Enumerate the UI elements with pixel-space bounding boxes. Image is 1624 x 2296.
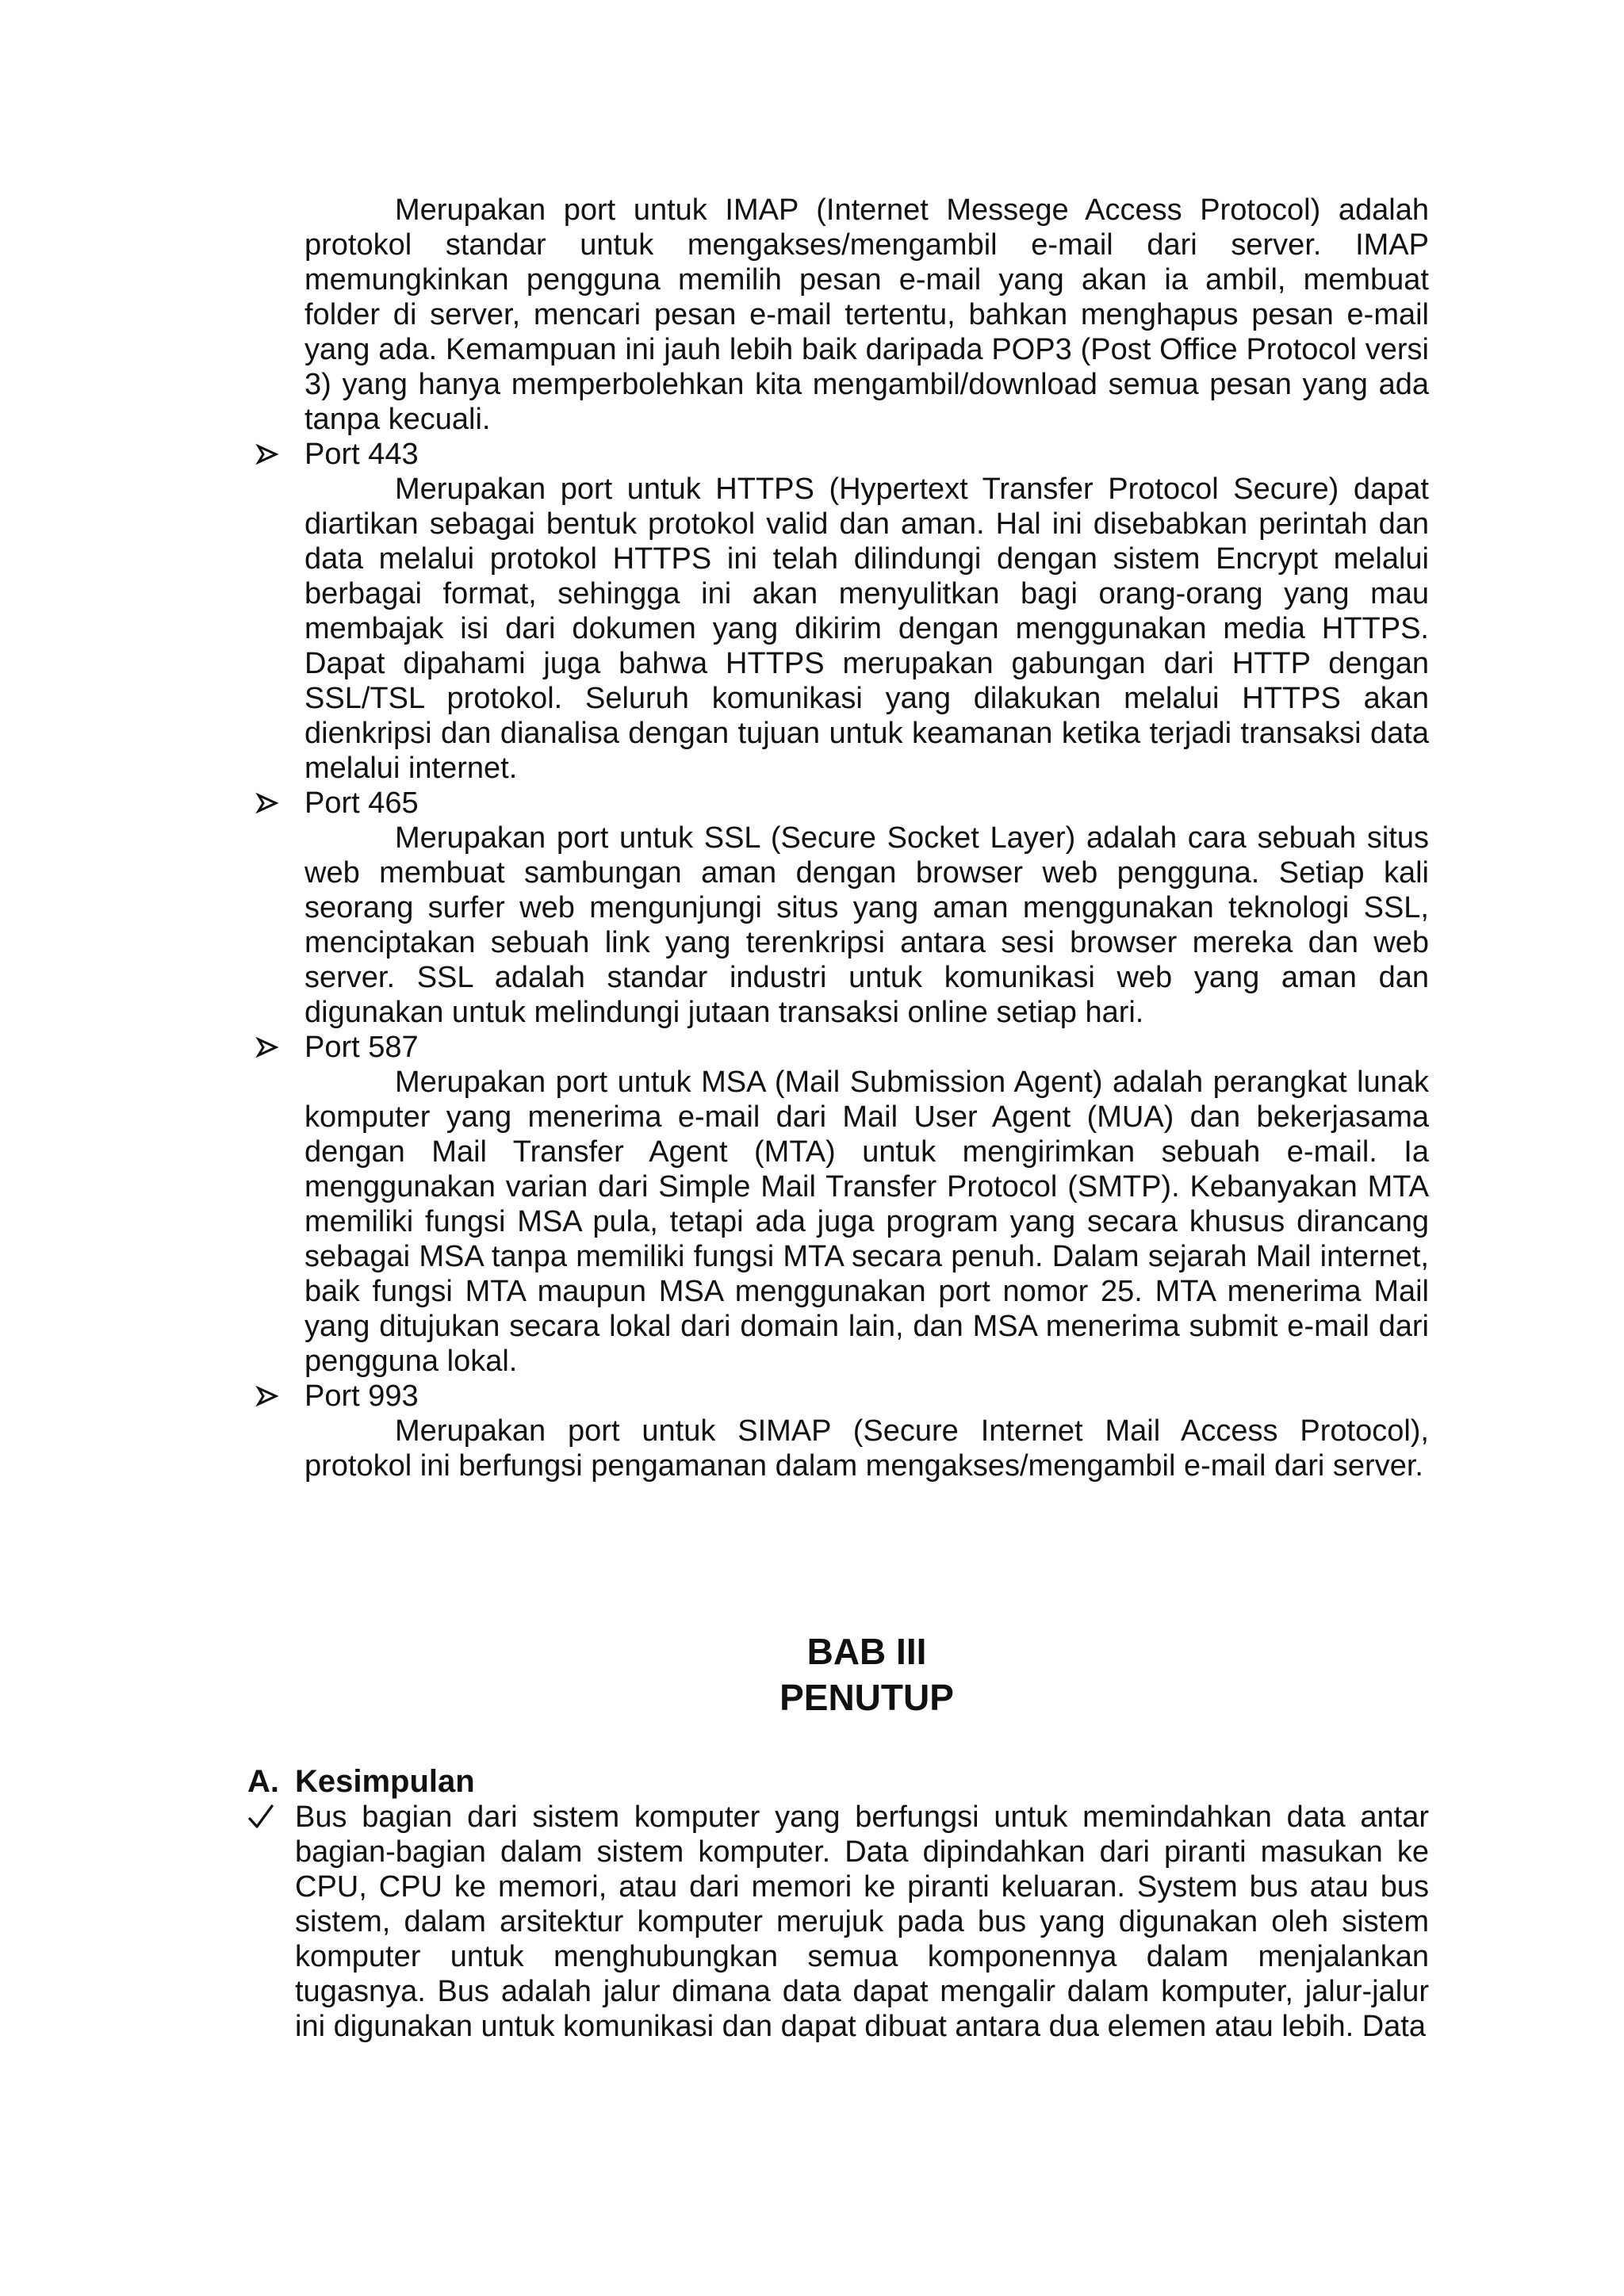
arrowhead-bullet-icon	[252, 1030, 284, 1065]
port-description: Merupakan port untuk SIMAP (Secure Internet Mail Access Protocol), protokol ini berfungsi pengamanan dalam mengakses/mengambil e-mail dari server.	[304, 1414, 1429, 1483]
port-heading	[304, 437, 1429, 472]
imap-paragraph: Merupakan port untuk IMAP (Internet Messege Access Protocol) adalah protokol standar untuk mengakses/mengambil e-mail dari server. IMAP memungkinkan pengguna memilih pesan e-mail yang akan ia ambil, membuat folder di server, mencari pesan e-mail tertentu, bahkan menghapus pesan e-mail yang ada. Kemampuan ini jauh lebih baik daripada POP3 (Post Office Protocol versi 3) yang hanya memperbolehkan kita mengambil/download semua pesan yang ada tanpa kecuali.	[304, 193, 1429, 436]
port-label: Port 465	[304, 786, 419, 820]
section-heading	[247, 1763, 1429, 1800]
port-description: Merupakan port untuk SSL (Secure Socket Layer) adalah cara sebuah situs web membuat sambungan aman dengan browser web pengguna. Setiap kali seorang surfer web mengunjungi situs yang aman menggunakan teknologi SSL, menciptakan sebuah link yang terenkripsi antara sesi browser mereka dan web server. SSL adalah standar industri untuk komunikasi web yang aman dan digunakan untuk melindungi jutaan transaksi online setiap hari.	[304, 821, 1429, 1029]
port-description: Merupakan port untuk HTTPS (Hypertext Transfer Protocol Secure) dapat diartikan sebagai bentuk protokol valid dan aman. Hal ini disebabkan perintah dan data melalui protokol HTTPS ini telah dilindungi dengan sistem Encrypt melalui berbagai format, sehingga ini akan menyulitkan bagi orang-orang yang mau membajak isi dari dokumen yang dikirim dengan menggunakan media HTTPS. Dapat dipahami juga bahwa HTTPS merupakan gabungan dari HTTP dengan SSL/TSL protokol. Seluruh komunikasi yang dilakukan melalui HTTPS akan dienkripsi dan dianalisa dengan tujuan untuk keamanan ketika terjadi transaksi data melalui internet.	[304, 473, 1429, 785]
port-item-443	[304, 437, 1429, 786]
section-title: Kesimpulan	[295, 1764, 475, 1799]
port-label: Port 587	[304, 1031, 419, 1064]
port-heading	[304, 1030, 1429, 1065]
port-list-section	[304, 193, 1429, 1483]
chapter-number: BAB III	[806, 1631, 927, 1672]
port-label: Port 993	[304, 1380, 419, 1413]
arrowhead-bullet-icon	[252, 786, 284, 821]
conclusion-text: Bus bagian dari sistem komputer yang berfungsi untuk memindahkan data antar bagian-bagian dalam sistem komputer. Data dipindahkan dari piranti masukan ke CPU, CPU ke memori, atau dari memori ke piranti keluaran. System bus atau bus sistem, dalam arsitektur komputer merujuk pada bus yang digunakan oleh sistem komputer untuk menghubungkan semua komponennya dalam menjalankan tugasnya. Bus adalah jalur dimana data dapat mengalir dalam komputer, jalur-jalur ini digunakan untuk komunikasi dan dapat dibuat antara dua elemen atau lebih. Data	[295, 1800, 1429, 2043]
port-description: Merupakan port untuk MSA (Mail Submission Agent) adalah perangkat lunak komputer yang menerima e-mail dari Mail User Agent (MUA) dan bekerjasama dengan Mail Transfer Agent (MTA) untuk mengirimkan sebuah e-mail. Ia menggunakan varian dari Simple Mail Transfer Protocol (SMTP). Kebanyakan MTA memiliki fungsi MSA pula, tetapi ada juga program yang secara khusus dirancang sebagai MSA tanpa memiliki fungsi MTA secara penuh. Dalam sejarah Mail internet, baik fungsi MTA maupun MSA menggunakan port nomor 25. MTA menerima Mail yang ditujukan secara lokal dari domain lain, dan MSA menerima submit e-mail dari pengguna lokal.	[304, 1066, 1429, 1378]
arrowhead-bullet-icon	[252, 1379, 284, 1414]
section-letter: A.	[247, 1764, 279, 1799]
port-heading	[304, 786, 1429, 821]
conclusion-section	[247, 1763, 1429, 2044]
port-heading	[304, 1379, 1429, 1414]
chapter-title: PENUTUP	[779, 1677, 954, 1718]
port-label: Port 443	[304, 438, 419, 471]
conclusion-item	[295, 1800, 1429, 2044]
port-item-587	[304, 1030, 1429, 1379]
arrowhead-bullet-icon	[252, 437, 284, 472]
port-item-465	[304, 786, 1429, 1030]
port-item-993	[304, 1379, 1429, 1483]
checkmark-bullet-icon	[247, 1801, 274, 1833]
chapter-heading	[304, 1628, 1429, 1720]
